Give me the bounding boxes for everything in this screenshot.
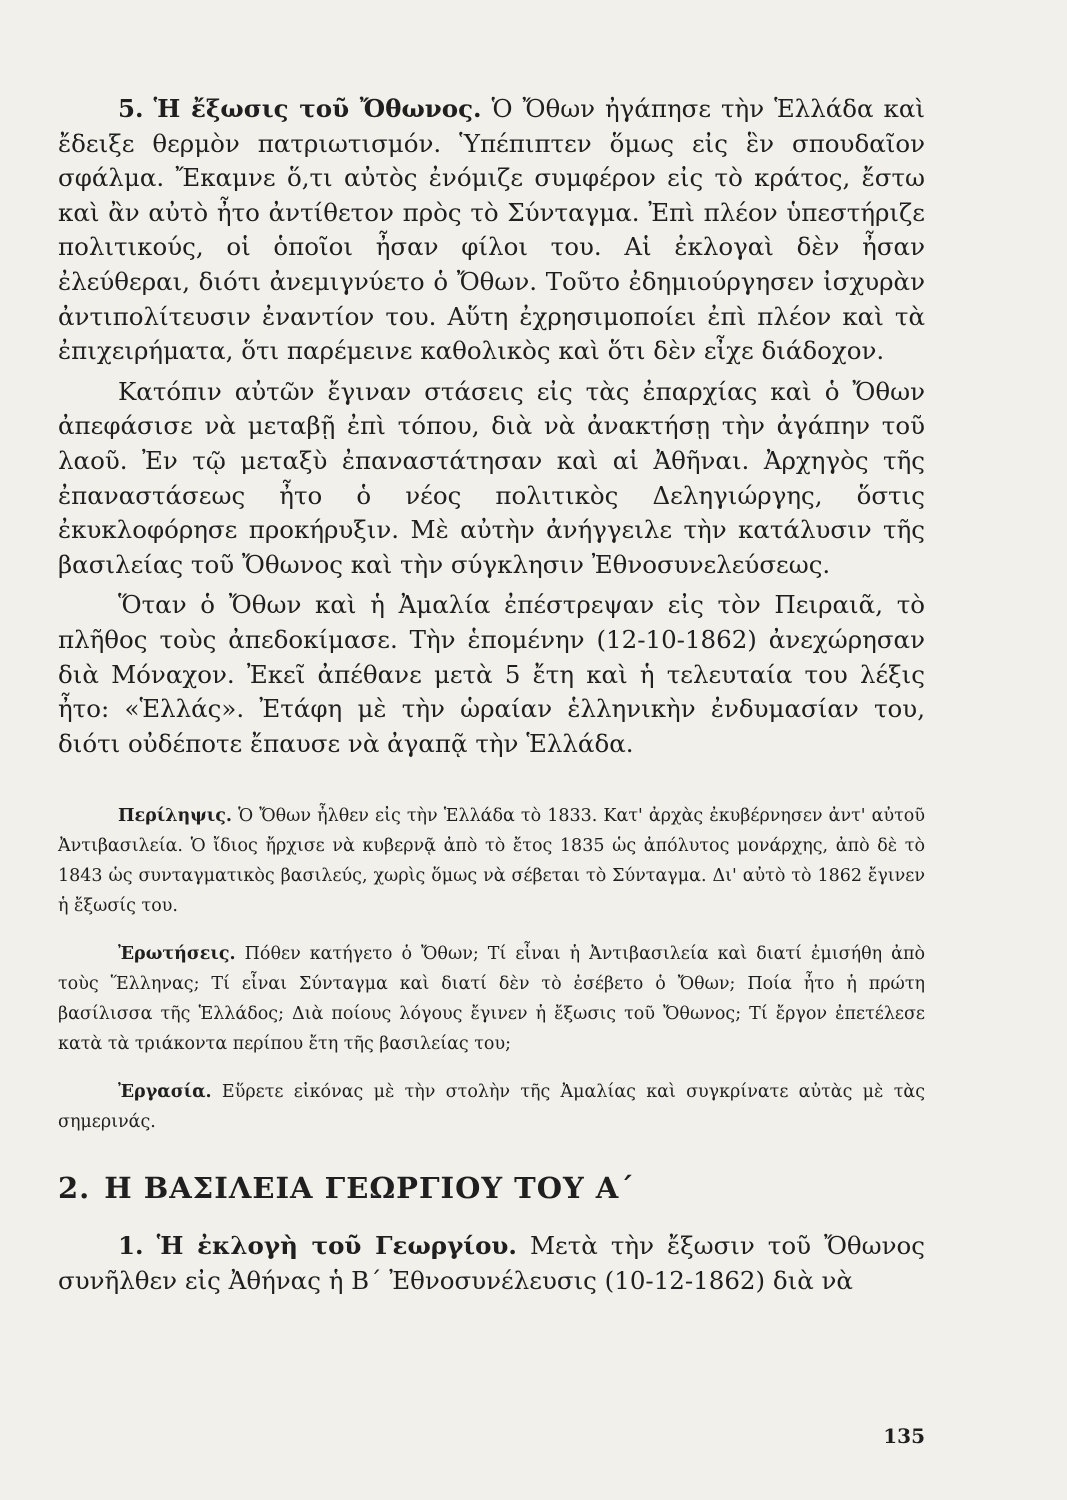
chapter-2-section-1 bbox=[58, 1229, 925, 1298]
section-5-heading: Ἡ ἔξωσις τοῦ Ὄθωνος. bbox=[153, 94, 482, 123]
chapter-2-section-1-number: 1. bbox=[118, 1231, 144, 1261]
section-5-paragraph-3: Ὅταν ὁ Ὄθων καὶ ἡ Ἀμαλία ἐπέστρεψαν εἰς τὸν Πειραιᾶ, τὸ πλῆθος τοὺς ἀπεδοκίμασε. Τὴν ἑπομένην (12-10-1862) ἀνεχώρησαν διὰ Μόναχον. Ἐκεῖ ἀπέθανε μετὰ 5 ἔτη καὶ ἡ τελευταία του λέξις ἦτο: «Ἑλλάς». Ἐτάφη μὲ τὴν ὡραίαν ἑλληνικὴν ἐνδυμασίαν του, διότι οὐδέποτε ἔπαυσε νὰ ἀγαπᾷ τὴν Ἑλλάδα. bbox=[58, 590, 925, 758]
chapter-2-title-text: Η ΒΑΣΙΛΕΙΑ ΓΕΩΡΓΙΟΥ ΤΟΥ Α΄ bbox=[104, 1171, 635, 1206]
section-5-paragraph-1 bbox=[58, 92, 925, 369]
chapter-2-number: 2. bbox=[58, 1171, 91, 1206]
chapter-2-title bbox=[58, 1171, 925, 1205]
summary-text: Ὁ Ὄθων ἦλθεν εἰς τὴν Ἑλλάδα τὸ 1833. Κατ' ἀρχὰς ἐκυβέρνησεν ἀντ' αὐτοῦ Ἀντιβασιλεία. Ὁ ἴδιος ἤρχισε νὰ κυβερνᾷ ἀπὸ τὸ ἔτος 1835 ὡς ἀπόλυτος μονάρχης, ἀπὸ δὲ τὸ 1843 ὡς συνταγματικὸς βασιλεύς, χωρὶς ὅμως νὰ σέβεται τὸ Σύνταγμα. Δι' αὐτὸ τὸ 1862 ἔγινεν ἡ ἔξωσίς του. bbox=[58, 806, 925, 917]
questions-note bbox=[58, 939, 925, 1059]
page-number: 135 bbox=[883, 1424, 925, 1448]
section-5-number: 5. bbox=[118, 94, 144, 123]
section-5-paragraph-2: Κατόπιν αὐτῶν ἔγιναν στάσεις εἰς τὰς ἐπαρχίας καὶ ὁ Ὄθων ἀπεφάσισε νὰ μεταβῇ ἐπὶ τόπου, διὰ νὰ ἀνακτήσῃ τὴν ἀγάπην τοῦ λαοῦ. Ἐν τῷ μεταξὺ ἐπαναστάτησαν καὶ αἱ Ἀθῆναι. Ἀρχηγὸς τῆς ἐπαναστάσεως ἦτο ὁ νέος πολιτικὸς Δεληγιώργης, ὅστις ἐκυκλοφόρησε προκήρυξιν. Μὲ αὐτὴν ἀνήγγειλε τὴν κατάλυσιν τῆς βασιλείας τοῦ Ὄθωνος καὶ τὴν σύγκλησιν Ἐθνοσυνελεύσεως. bbox=[58, 376, 925, 579]
work-label: Ἐργασία. bbox=[118, 1082, 212, 1103]
summary-note bbox=[58, 801, 925, 921]
summary-label: Περίληψις. bbox=[118, 806, 232, 827]
questions-text: Πόθεν κατήγετο ὁ Ὄθων; Τί εἶναι ἡ Ἀντιβασιλεία καὶ διατί ἐμισήθη ἀπὸ τοὺς Ἕλληνας; Τί εἶναι Σύνταγμα καὶ διατί δὲν τὸ ἐσέβετο ὁ Ὄθων; Ποία ἦτο ἡ πρώτη βασίλισσα τῆς Ἑλλάδος; Διὰ ποίους λόγους ἔγινεν ἡ ἔξωσις τοῦ Ὄθωνος; Τί ἔργον ἐπετέλεσε κατὰ τὰ τριάκοντα περίπου ἔτη τῆς βασιλείας του; bbox=[58, 944, 925, 1055]
work-text: Εὕρετε εἰκόνας μὲ τὴν στολὴν τῆς Ἀμαλίας καὶ συγκρίνατε αὐτὰς μὲ τὰς σημερινάς. bbox=[58, 1082, 925, 1133]
chapter-2-section-1-heading: Ἡ ἐκλογὴ τοῦ Γεωργίου. bbox=[156, 1231, 517, 1261]
section-5-text-1: Ὁ Ὄθων ἠγάπησε τὴν Ἑλλάδα καὶ ἔδειξε θερμὸν πατριωτισμόν. Ὑπέπιπτεν ὅμως εἰς ἓν σπουδαῖον σφάλμα. Ἔκαμνε ὅ,τι αὐτὸς ἐνόμιζε συμφέρον εἰς τὸ κράτος, ἔστω καὶ ἂν αὐτὸ ἦτο ἀντίθετον πρὸς τὸ Σύνταγμα. Ἐπὶ πλέον ὑπεστήριζε πολιτικούς, οἱ ὁποῖοι ἦσαν φίλοι του. Αἱ ἐκλογαὶ δὲν ἦσαν ἐλεύθεραι, διότι ἀνεμιγνύετο ὁ Ὄθων. Τοῦτο ἐδημιούργησεν ἰσχυρὰν ἀντιπολίτευσιν ἐναντίον του. Αὕτη ἐχρησιμοποίει ἐπὶ πλέον καὶ τὰ ἐπιχειρήματα, ὅτι παρέμεινε καθολικὸς καὶ ὅτι δὲν εἶχε διάδοχον. bbox=[58, 94, 925, 366]
questions-label: Ἐρωτήσεις. bbox=[118, 944, 236, 965]
notes-block bbox=[58, 801, 925, 1137]
work-note bbox=[58, 1077, 925, 1137]
chapter-2-section-1-text: Μετὰ τὴν ἔξωσιν τοῦ Ὄθωνος συνῆλθεν εἰς Ἀθήνας ἡ Β΄ Ἐθνοσυνέλευσις (10-12-1862) διὰ νὰ bbox=[58, 1231, 926, 1295]
